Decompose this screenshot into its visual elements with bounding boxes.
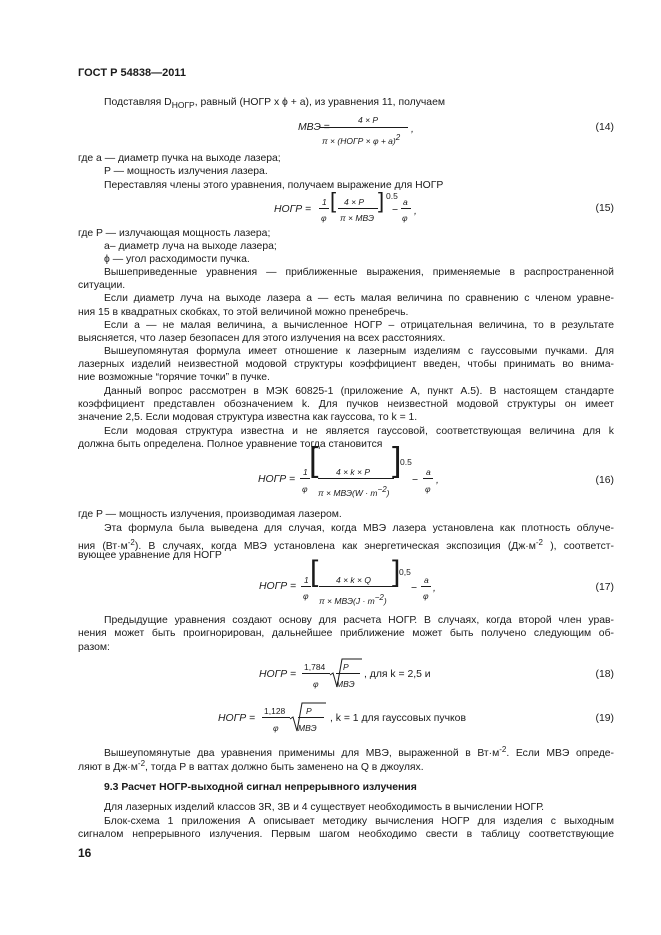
eq15-bar — [338, 208, 378, 209]
eq16-bracket-close: ] — [392, 441, 402, 479]
eq16-lhs: НОГР = — [258, 474, 296, 485]
mode-line-2: должна быть определена. Полное уравнение тогда становится — [78, 439, 383, 450]
eq16-numerator: 4 × k × P — [336, 467, 371, 477]
intro-text: Подставляя D — [104, 97, 172, 108]
eq16-a: a — [426, 467, 431, 477]
eq17-phi-den: φ — [423, 591, 429, 601]
eq19-denominator: МВЭ — [298, 723, 317, 733]
gauss-line-1: Вышеупомянутая формула имеет отношение к лазерным изделиям с гауссовыми пучками. Для — [104, 346, 614, 357]
eq14-fraction-bar — [320, 127, 408, 128]
eq15-one: 1 — [322, 197, 327, 207]
eq17-comma: , — [433, 583, 436, 594]
rearrange-text: Переставляя члены этого уравнения, получаем выражение для НОГР — [104, 180, 444, 191]
derived-line-3: вующее уравнение для НОГР — [78, 550, 222, 561]
eq15-numerator: 4 × P — [344, 197, 365, 207]
approx-line-2: ситуации. — [78, 280, 126, 291]
gauss-line-3: ние возможные “горячие точки” в пучке. — [78, 372, 270, 383]
intro-paragraph — [78, 96, 445, 112]
where-a: где a — диаметр пучка на выходе лазера; — [78, 153, 281, 164]
eq15-lhs: НОГР = — [274, 204, 312, 215]
neg-line-2: выясняется, что лазер безопасен для этого излучения на всех расстояниях. — [78, 333, 446, 344]
eq18-bar-coef — [302, 673, 330, 674]
cw-line-1: Для лазерных изделий классов 3R, 3B и 4 существует необходимость в вычислении НОГР. — [104, 802, 544, 813]
eq17-bar — [319, 586, 394, 587]
eq16-phi-den: φ — [425, 484, 431, 494]
eq15-bar-left — [319, 208, 329, 209]
where2-phi: ϕ — угол расходимости пучка. — [104, 254, 250, 265]
intro-subscript: НОГР — [171, 100, 195, 111]
eq15-comma: , — [414, 206, 417, 217]
derived-line-1: Эта формула была выведена для случая, когда МВЭ лазера установлена как плотность облуче- — [104, 523, 614, 534]
where2-a: a– диаметр луча на выходе лазера; — [104, 241, 277, 252]
eq16-minus: − — [412, 475, 419, 486]
eq14-numerator: 4 × P — [358, 115, 379, 125]
basis-line-3: разом: — [78, 642, 110, 653]
eq18-lhs: НОГР = — [259, 669, 297, 680]
eq17-one: 1 — [304, 575, 309, 585]
eq18-denominator: МВЭ — [336, 679, 355, 689]
eq19-coef: 1,128 — [264, 706, 286, 716]
eq19-number: (19) — [595, 713, 614, 724]
eq15-number: (15) — [595, 203, 614, 214]
eq14-number: (14) — [595, 122, 614, 133]
mode-line-1: Если модовая структура известна и не является гауссовой, соответствующая величина для k — [104, 426, 614, 437]
eq16-bracket-open: [ — [309, 441, 319, 479]
eq19-coef-den: φ — [273, 723, 279, 733]
where3-p: где P — мощность излучения, производимая лазером. — [78, 509, 342, 520]
page-number: 16 — [78, 846, 92, 860]
eq15-bracket-close: ] — [378, 188, 385, 213]
eq19-bar — [298, 717, 324, 718]
eq18-numerator: P — [343, 662, 349, 672]
basis-line-2: нения может быть проигнорирован, дальнейшее приближение может быть получено следующим об- — [78, 628, 614, 639]
eq17-number: (17) — [595, 582, 614, 593]
intro-rest: , равный (НОГР х ϕ + a), из уравнения 11, получаем — [194, 97, 446, 108]
neg-line-1: Если a — не малая величина, а вычисленное НОГР – отрицательная величина, то в результате — [104, 320, 614, 331]
eq18-number: (18) — [595, 669, 614, 680]
derived-line-2: ния $(Вт\cdot м^{-2})$. В случаях, когда МВЭ установлена как энергетическая экспозиция ($Дж\cdot м^{-2}$ ), соответст- — [78, 538, 615, 552]
eq16-one: 1 — [303, 467, 308, 477]
eq16-power: 0.5 — [400, 457, 412, 467]
eq19-numerator: P — [306, 706, 312, 716]
section-heading: 9.3 Расчет НОГР-выходной сигнал непрерывного излучения — [104, 782, 417, 793]
eq16-bar — [318, 478, 394, 479]
small-line-2: ния 15 в квадратных скобках, то этой величиной можно пренебречь. — [78, 307, 409, 318]
where2-p: где P — излучающая мощность лазера; — [78, 228, 271, 239]
eq15-phi: φ — [321, 213, 327, 223]
approx-line-1: Вышеприведенные уравнения — приближенные выражения, применяемые в распространенной — [104, 267, 614, 278]
gauss-line-2: лазерных изделий неизвестной модовой структуры коэффициент введен, чтобы принимать во внима- — [78, 359, 614, 370]
eq14-comma: , — [411, 124, 414, 135]
eq16-phi: φ — [302, 484, 308, 494]
eq17-a: a — [424, 575, 429, 585]
eq18-tail: , для k = 2,5 и — [364, 669, 431, 680]
eq16-number: (16) — [595, 475, 614, 486]
eq15-a: a — [403, 197, 408, 207]
eq18-coef: 1,784 — [304, 662, 326, 672]
eq15-power: 0.5 — [386, 191, 398, 201]
eq16-comma: , — [436, 475, 439, 486]
eq19-lhs: НОГР = — [218, 713, 256, 724]
eq15-bracket-open: [ — [330, 188, 337, 213]
eq17-power: 0,5 — [399, 567, 411, 577]
eq17-numerator: 4 × k × Q — [336, 575, 371, 585]
eq15-minus: − — [392, 205, 399, 216]
basis-line-1: Предыдущие уравнения создают основу для расчета НОГР. В случаях, когда второй член урав- — [104, 615, 614, 626]
eq15-denominator: π × МВЭ — [340, 213, 375, 223]
eq16-bar-a — [423, 478, 433, 479]
eq16-denominator: π × МВЭ(W · m−2) — [318, 485, 390, 498]
eq17-phi: φ — [303, 591, 309, 601]
eq17-minus: − — [411, 583, 418, 594]
where-p: P — мощность излучения лазера. — [104, 166, 268, 177]
eq17-denominator: π × МВЭ(J · m−2) — [319, 593, 387, 606]
iec-line-3: значение 2,5. Если модовая структура известна как гауссова, то k = 1. — [78, 412, 418, 423]
eq19-tail: , k = 1 для гауссовых пучков — [330, 713, 466, 724]
document-header: ГОСТ Р 54838—2011 — [78, 67, 186, 79]
eq18-bar — [336, 673, 360, 674]
eq18-coef-den: φ — [313, 679, 319, 689]
iec-line-1: Данный вопрос рассмотрен в МЭК 60825-1 (приложение А, пункт А.5). В настоящем стандарте — [104, 386, 614, 397]
cw-line-2: Блок-схема 1 приложения А описывает методику вычисления НОГР для изделия с выходным — [104, 816, 614, 827]
cw-line-3: сигналом непрерывного излучения. Первым шагом необходимо свести в таблицу соответствующие — [78, 829, 614, 840]
eq14-lhs: МВЭ = — [298, 122, 330, 133]
eq17-bar-a — [421, 586, 431, 587]
eq15-bar-a — [401, 208, 411, 209]
eq19-bar-coef — [262, 717, 290, 718]
eq17-bracket-close: ] — [392, 555, 401, 588]
eq17-lhs: НОГР = — [259, 581, 297, 592]
eq17-bracket-open: [ — [310, 555, 319, 588]
small-line-1: Если диаметр луча на выходе лазера a — есть малая величина по сравнению с членом уравне- — [104, 293, 614, 304]
eq14-denominator: π × (НОГР × φ + a)2 — [322, 133, 401, 146]
units-line-1: Вышеупомянутые два уравнения применимы для МВЭ, выраженной в $Вт\cdot м^{-2}$. Если МВЭ опреде- — [104, 745, 615, 759]
units-line-2: ляют в $Дж\cdot м^{-2}$, тогда P в ваттах должно быть заменено на Q в джоулях. — [78, 759, 424, 773]
eq15-phi-den: φ — [402, 213, 408, 223]
iec-line-2: коэффициент представлен обозначением k. Для пучков неизвестной модовой структуры он имеет — [78, 399, 614, 410]
